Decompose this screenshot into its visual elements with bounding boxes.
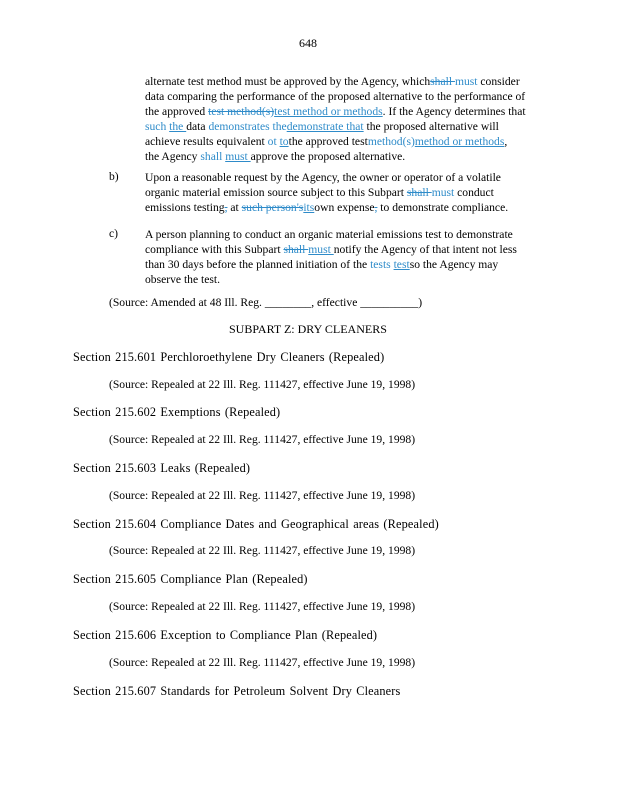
deleted-text: tests xyxy=(370,258,394,271)
section-heading: Section 215.604 Compliance Dates and Geographical areas (Repealed) xyxy=(73,517,439,531)
inserted-text: its xyxy=(303,201,315,214)
section-heading: Section 215.601 Perchloroethylene Dry Cleaners (Repealed) xyxy=(73,350,385,364)
deleted-text: test method(s) xyxy=(208,105,275,118)
inserted-text: demonstrate that xyxy=(286,120,364,133)
text-line: alternate test method must be approved by the Agency, whichshall must consider xyxy=(145,75,520,88)
deleted-text: , xyxy=(224,201,228,214)
text-line: data comparing the performance of the proposed alternative to the performance of xyxy=(145,90,526,103)
section-source-note: (Source: Repealed at 22 Ill. Reg. 111427, effective June 19, 1998) xyxy=(109,378,416,391)
section-heading: Section 215.602 Exemptions (Repealed) xyxy=(73,405,281,419)
deleted-text: shall xyxy=(283,243,309,256)
deleted-text: such person's xyxy=(241,201,304,214)
text-line: Upon a reasonable request by the Agency, the owner or operator of a volatile xyxy=(145,171,501,184)
inserted-text: test method or methods xyxy=(274,105,383,118)
inserted-text: must xyxy=(308,243,334,256)
text-line: compliance with this Subpart shall must notify the Agency of that intent not less xyxy=(145,243,517,256)
subsection-marker-b: b) xyxy=(109,170,119,183)
deleted-text: shall xyxy=(406,186,432,199)
text-line: observe the test. xyxy=(145,273,221,286)
text-line: than 30 days before the planned initiation of the tests testso the Agency may xyxy=(145,258,499,271)
paragraph-reasonable-request xyxy=(145,170,508,215)
inserted-text: to xyxy=(279,135,289,148)
source-note-amended: (Source: Amended at 48 Ill. Reg. ________, effective __________) xyxy=(109,296,423,309)
section-source-note: (Source: Repealed at 22 Ill. Reg. 111427, effective June 19, 1998) xyxy=(109,489,416,502)
deleted-text: method(s) xyxy=(367,135,415,148)
deleted-text: demonstrates the xyxy=(208,120,287,133)
text-line: achieve results equivalent ot tothe approved testmethod(s)method or methods, xyxy=(145,135,508,148)
deleted-text: , xyxy=(374,201,378,214)
section-source-note: (Source: Repealed at 22 Ill. Reg. 111427, effective June 19, 1998) xyxy=(109,433,416,446)
inserted-text: test xyxy=(393,258,410,271)
text-line: such the data demonstrates thedemonstrate that the proposed alternative will xyxy=(145,120,499,133)
section-source-note: (Source: Repealed at 22 Ill. Reg. 111427, effective June 19, 1998) xyxy=(109,600,416,613)
inserted-text: must xyxy=(225,150,251,163)
text-line: A person planning to conduct an organic material emissions test to demonstrate xyxy=(145,228,513,241)
subpart-heading: SUBPART Z: DRY CLEANERS xyxy=(229,322,387,336)
section-heading: Section 215.606 Exception to Compliance Plan (Repealed) xyxy=(73,628,378,642)
deleted-text: shall xyxy=(430,75,455,88)
section-heading: Section 215.607 Standards for Petroleum Solvent Dry Cleaners xyxy=(73,684,401,698)
inserted-text: the xyxy=(169,120,187,133)
text-line: the Agency shall must approve the proposed alternative. xyxy=(145,150,406,163)
deleted-text: shall xyxy=(200,150,226,163)
inserted-text: must xyxy=(431,186,455,199)
page-number: 648 xyxy=(299,36,317,50)
inserted-text: method or methods xyxy=(414,135,505,148)
text-line: emissions testing, at such person'sitsown expense, to demonstrate compliance. xyxy=(145,201,509,214)
subsection-marker-c: c) xyxy=(109,227,119,240)
section-source-note: (Source: Repealed at 22 Ill. Reg. 111427, effective June 19, 1998) xyxy=(109,544,416,557)
paragraph-alternate-test-method xyxy=(145,74,526,164)
section-source-note: (Source: Repealed at 22 Ill. Reg. 111427, effective June 19, 1998) xyxy=(109,656,416,669)
deleted-text: ot xyxy=(267,135,280,148)
text-line: the approved test method(s)test method or methods. If the Agency determines that xyxy=(145,105,526,118)
text-line: organic material emission source subject to this Subpart shall must conduct xyxy=(145,186,494,199)
inserted-text: must xyxy=(454,75,478,88)
paragraph-testing-notice xyxy=(145,227,517,287)
inserted-text: such xyxy=(145,120,170,133)
section-heading: Section 215.603 Leaks (Repealed) xyxy=(73,461,251,475)
section-heading: Section 215.605 Compliance Plan (Repealed) xyxy=(73,572,308,586)
